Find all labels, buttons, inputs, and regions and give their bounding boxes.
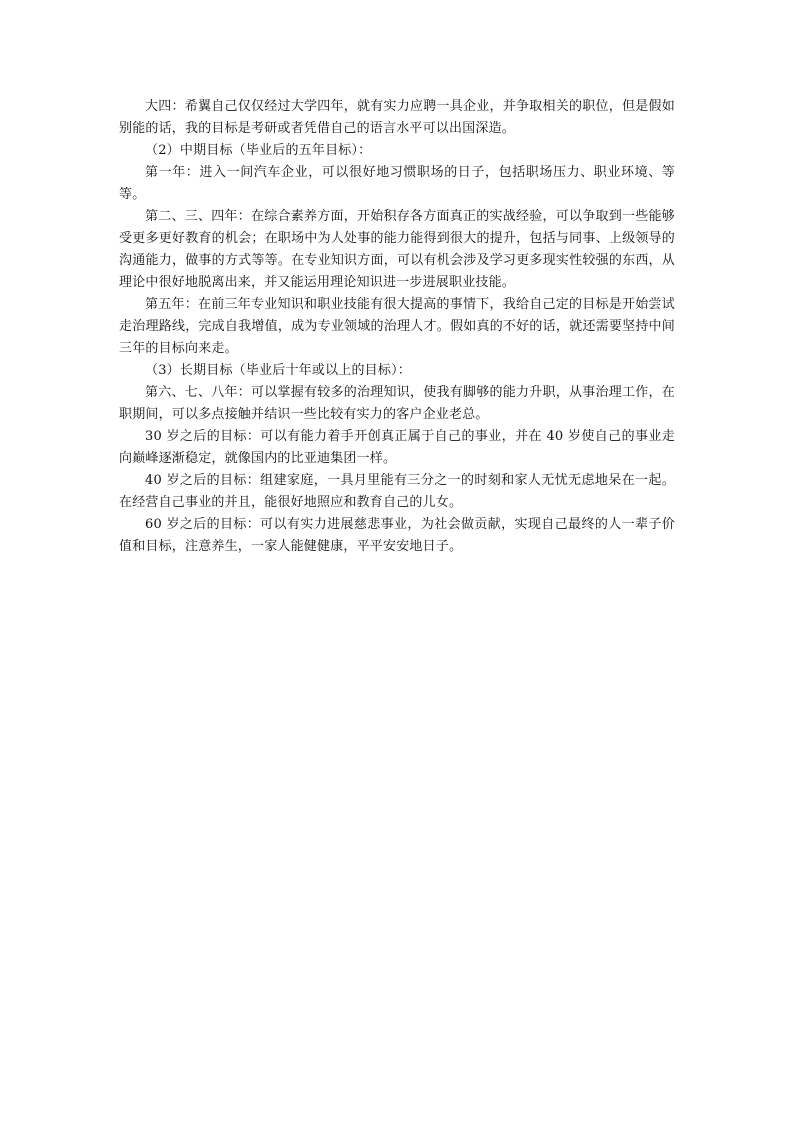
heading-mid-term-goals: （2）中期目标（毕业后的五年目标）： [145,143,372,158]
paragraph-years-six-to-eight: 第六、七、八年：可以掌握有较多的治理知识，使我有脚够的能力升职，从事治理工作，在职期间，可以多点接触并结识一些比较有实力的客户企业老总。 [119,385,675,422]
paragraph-after-30: 30 岁之后的目标：可以有能力着手开创真正属于自己的事业，并在 40 岁使自己的事业走向巅峰逐渐稳定，就像国内的比亚迪集团一样。 [119,429,675,466]
paragraph-years-two-to-four: 第二、三、四年：在综合素养方面，开始积存各方面真正的实战经验，可以争取到一些能够受更多更好教育的机会；在职场中为人处事的能力能得到很大的提升，包括与同事、上级领导的沟通能力，做事的方式等等。在专业知识方面，可以有机会涉及学习更多现实性较强的东西，从理论中很好地脱离出来，并又能运用理论知识进一步进展职业技能。 [119,209,675,290]
heading-long-term-goals: （3）长期目标（毕业后十年或以上的目标）： [145,363,411,378]
paragraph-senior-year: 大四：希翼自己仅仅经过大学四年，就有实力应聘一具企业，并争取相关的职位，但是假如别能的话，我的目标是考研或者凭借自己的语言水平可以出国深造。 [119,99,675,136]
paragraph-after-60: 60 岁之后的目标：可以有实力进展慈悲事业，为社会做贡献，实现自己最终的人一辈子价值和目标，注意养生，一家人能健健康，平平安安地日子。 [119,517,675,554]
paragraph-after-40: 40 岁之后的目标：组建家庭，一具月里能有三分之一的时刻和家人无忧无虑地呆在一起。在经营自己事业的并且，能很好地照应和教育自己的儿女。 [119,473,675,510]
document-body [119,96,675,558]
paragraph-year-one: 第一年：进入一间汽车企业，可以很好地习惯职场的日子，包括职场压力、职业环境、等等。 [119,165,675,202]
paragraph-year-five: 第五年：在前三年专业知识和职业技能有很大提高的事情下，我给自己定的目标是开始尝试走治理路线，完成自我增值，成为专业领域的治理人才。假如真的不好的话，就还需要坚持中间三年的目标向来走。 [119,297,675,356]
